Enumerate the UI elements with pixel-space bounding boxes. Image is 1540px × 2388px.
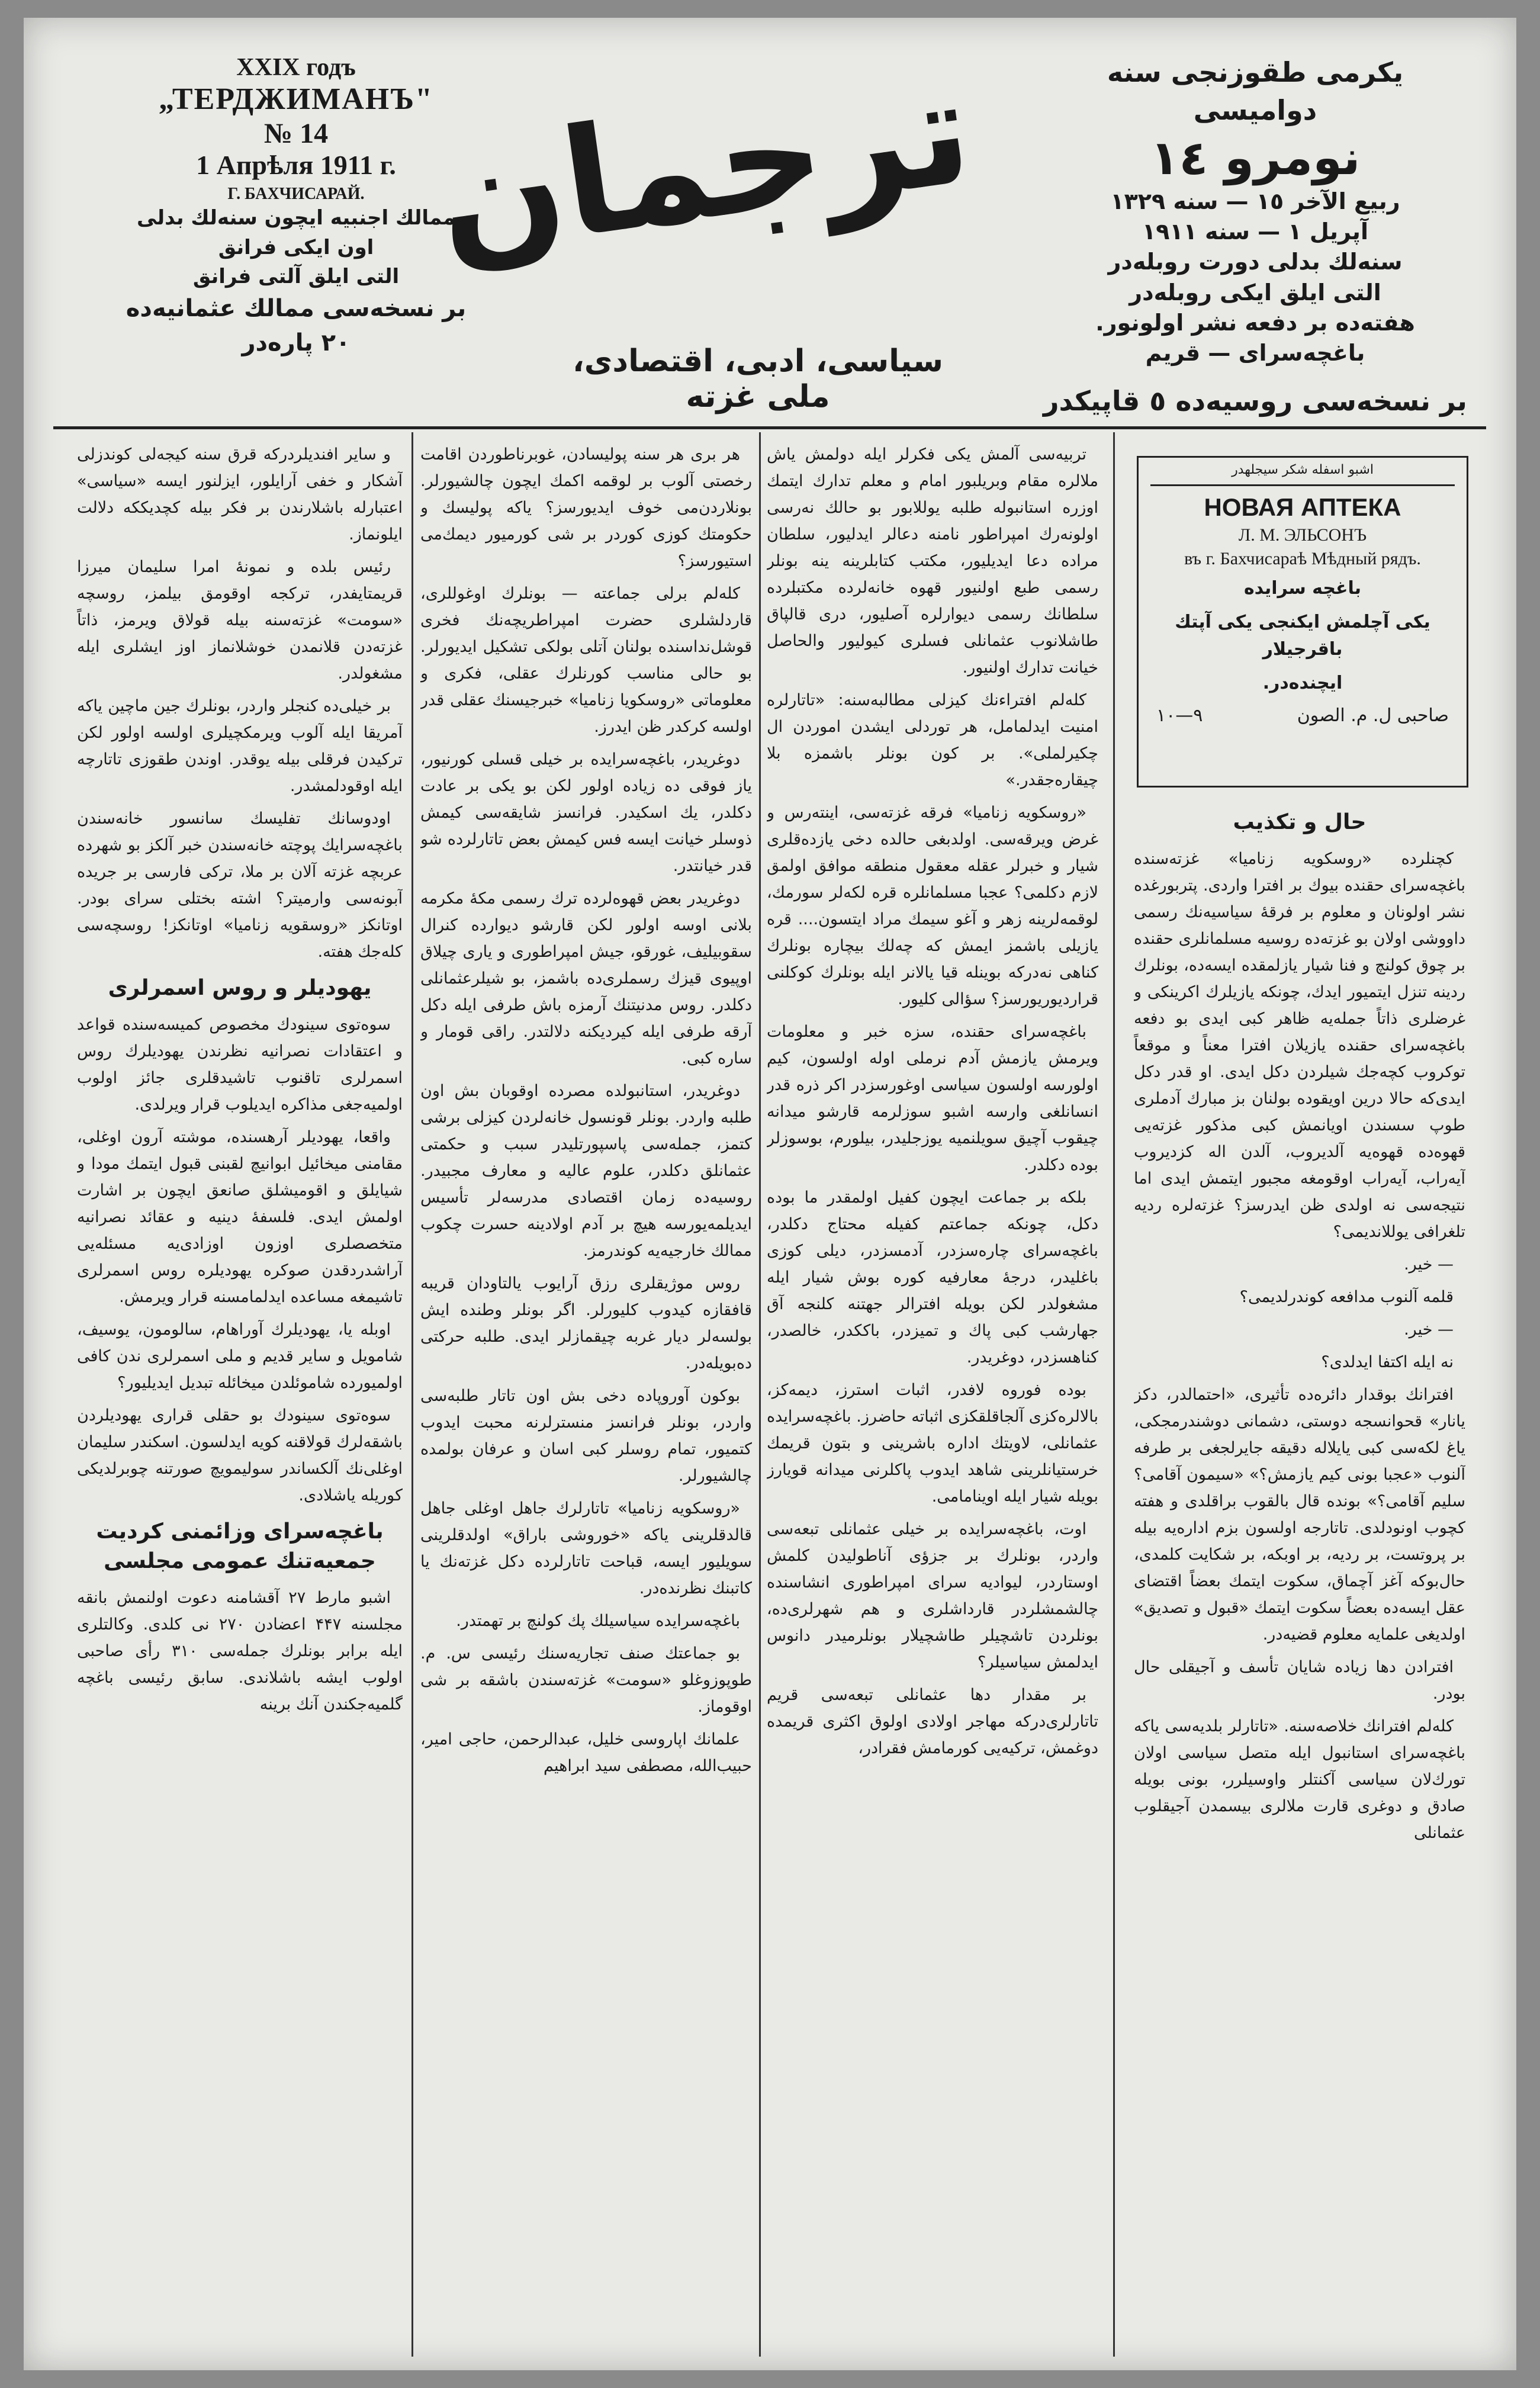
masthead-divider bbox=[53, 426, 1486, 429]
article-heading: حال و تكذيب bbox=[1233, 810, 1367, 834]
masthead-right-block bbox=[1042, 53, 1468, 422]
paragraph: اوت، باغچه‌سرايده بر خيلى عثمانلى تبعه‌سى واردر، بونلرك بر جزؤى آناطوليدن كلمش اوستاردر، ليواديه سراى امپراطورى انشاسنده چالشمشلردر قارداشلرى و هم شهرلرى‌ده، بونلردن تاشچيلر طاشچيلار بونلرميدر دانوس ايدلمش سياسيلر؟ bbox=[767, 1520, 1098, 1672]
price-line: التى ايلق آلتى فرانق bbox=[192, 264, 400, 288]
issue-date: 1 Апрѣля 1911 г. bbox=[196, 150, 396, 181]
price-line: اون ايكى فرانق bbox=[218, 235, 374, 259]
paragraph: اشبو مارط ۲۷ آقشامنه دعوت اولنمش بانقه مجلسنه ۴۴۷ اعضادن ۲۷۰ نى كلدى. وكالتلرى ايله برابر بونلرك جمله‌سى ۳۱۰ رأى صاحبى اولوب ايشه باشلاندى. سابق رئيسى باغچه گلميه‌جكندن آنك برينه bbox=[77, 1589, 403, 1714]
paragraph: دوغريدر، استانبولده مصرده اوقوبان بش اون طلبه واردر. بونلر قونسول خانه‌لردن كيزلى برشى كتمز، جمله‌سى پاسپورتليدر سبب و حكمتى عثمانلق دكلدر، علوم عاليه و معارف مجبيدر. روسيه‌ده زمان اقتصادى مدرسه‌لر تأسيس ايديلمه‌يورسه هيچ بر آدم اولادينه حسرت چكوب ممالك خارجيه‌يه كوندرمز. bbox=[420, 1082, 752, 1260]
paragraph: «روسكويه زناميا» فرقه غزته‌سى، اينته‌رس و غرض ويرقه‌سى. اولدبغى حالده دخى يازده‌قلرى شيار و خبرلر عقله معقول منطقه موافق اولمق لازم دكلمى؟ عجبا مسلمانلره قره لكه‌لر سورمك، لوقمه‌لرينه زهر و آغو سيمك مراد ايتسون.... قره يازيلى باشمز ايمش كه چه‌لك بيچاره‌ بونلرك كناهى نه‌دركه بوينله قيا يالانر ايله بونلرك كوكلنى قرارديوريورسز؟ سؤالى كليور. bbox=[767, 804, 1098, 1008]
paragraph: — خير. bbox=[1404, 1255, 1454, 1274]
date-line-ar: باغچه‌سراى — قريم bbox=[1145, 340, 1365, 367]
paragraph: كچنلرده «روسكويه زناميا» غزته‌سنده باغچه‌سراى حقنده بيوك بر افترا واردى. پتربورغده نشر اولونان و معلوم بر فرقهٔ سياسيه‌نك رسمى داووشى اولان بو غزته‌ده روسيه مسلمانلرى حقنده بر چوق كولنچ و فنا شيار يازلمقده ايسه‌ده، بونلرك ردينه تنزل ايتميور ايدك، چونكه يازيلرك اكرينكى و غرضلرى ذاتاً جمله‌يه ظاهر كبى ايدى بو دفعه باغچه‌سراى حقنده يازيلان افترا معناً و موقعاً توكروب كچه‌جك شيلردن دكل ايدى. او قدر دكل ايدى‌كه حالا درين اويقوده بولنان بز مبارك آدملرى طوپ سسندن اويانمش كبى مذكور غزته‌يى قهوه‌ده قهوه‌يه آلديروب، آلدن اله كزديروب آيه‌راب، آيه‌راب اوقومغه مجبور ايتمش ايدى اما نتيجه‌سى نه اولدى ظن ايدرسز؟ غزته‌لره رديه تلغرافى يوللانديمى؟ bbox=[1134, 850, 1465, 1241]
paragraph: بر خيلى‌ده كنجلر واردر، بونلرك جين ماچين ياكه آمريقا ايله آلوب ويرمكچيلرى اولسه اولور لكن تركيدن فرقلى بيله يوقدر. اوندن طقوزى تاتارچه ايله اوقودلمشدر. bbox=[77, 697, 403, 795]
paragraph: «روسكويه زناميا» تاتارلرك جاهل اوغلى جاهل قالدقلرينى ياكه «خوروشى باراق» اولدقلرينى سويليور ايسه، قباحت تاتارلرده دكل غزته‌نك يا كاتبنك نظرنده‌در. bbox=[420, 1499, 752, 1598]
advert-owner-ar: صاحبى ل. م. الصون bbox=[1297, 705, 1449, 726]
date-line-ar: ربيع الآخر ١٥ — سنه ١٣٢٩ bbox=[1110, 188, 1400, 214]
date-line-ar: آپريل ١ — سنه ١٩١١ bbox=[1142, 218, 1368, 245]
paragraph: دوغريدر بعض قهوه‌لرده ترك رسمى مكهٔ مكرمه بلانى اوسه اولور لكن قارشو ديوارده كنرال سقوبيليف، غورقو، جيش امپراطورى و يارى چيلاق اوپيوى قيزك رسملرى‌ده باشمز، بو شيلرعثمانلى دكلدر. روس مدنيتنك آرمزه باش طرفى ايله دكل آرقه طرفى ايله كيرديكنه دلالتدر. راقى قومار و ساره كبى. bbox=[420, 889, 752, 1068]
paragraph: — خير. bbox=[1404, 1320, 1454, 1339]
advert-owner: Л. М. ЭЛЬСОНЪ bbox=[1238, 525, 1367, 545]
price-line: ممالك اجنبيه ايچون سنه‌لك بدلى bbox=[137, 206, 455, 230]
paragraph: تربيه‌سى آلمش يكى فكرلر ايله دولمش ياش ملالره مقام وبريلبور امام و معلم تدارك ايتمك اوزره استانبوله طلبه يوللابور بو حالك نه‌رسى اولونه‌رك امپراطور نامنه دعالر ايد‌ليور، سلطان مراده دعا ايديليور، مكتب كتابلرينه ينه بونلر رسمى طبع اولنيور قهوه خانه‌لرده مكتبلرده سلطانك رسمى ديوار‌لره آصليور، درى قالپاق طاشلانوب عثمانلى فسلرى كيوليور والحاصل خيانت تدارك اولنيور. bbox=[767, 445, 1098, 677]
pharmacy-advert bbox=[1137, 456, 1468, 788]
newspaper-subtitle: سياسى، ادبى، اقتصادى، ملى غزته bbox=[573, 343, 943, 414]
article-column-3 bbox=[767, 441, 1098, 2360]
paragraph: افترادن دها زياده شايان تأسف و آجيقلى حال بودر. bbox=[1134, 1658, 1465, 1703]
date-line-ar: سنه‌لك بدلى دورت روبله‌در bbox=[1108, 249, 1403, 275]
city-label: Г. БАХЧИСАРАЙ. bbox=[227, 185, 365, 204]
paragraph: اوبله يا، يهوديلرك آوراهام، سالومون، يوسيف، شامويل و ساير قديم و ملى اسمرلرى ندن كافى اولميورده شاموئلدن ميخائله تبديل ايديليور؟ bbox=[77, 1320, 403, 1392]
article-heading: يهوديلر و روس اسمرلرى bbox=[108, 976, 372, 1000]
year-line-ar: يكرمى طقوزنجى سنه دواميسى bbox=[1107, 56, 1404, 127]
newspaper-title: ترجمان bbox=[426, 43, 981, 289]
advert-address: въ г. Бахчисараѣ Мѣдный рядъ. bbox=[1184, 549, 1421, 568]
paragraph: باغچه‌سرايده سياسيلك پك كولنچ بر تهمتدر. bbox=[456, 1612, 740, 1630]
paragraph: نه ايله اكتفا ايدلدى؟ bbox=[1321, 1353, 1454, 1371]
paragraph: باغچه‌سراى حقنده، سزه خبر و معلومات ويرمش يازمش آدم نرملى اوله اولسون، كيم اولورسه اولسون سياسى اوغورسزدر اكر ذره قدر انسانلغى وارسه اشبو سوزلرمه قارشو ميدانه چيقوب آچيق سويلنميه يوزجليدر، بيلورم، بوسوزلر بوده دكلدر. bbox=[767, 1023, 1098, 1174]
paragraph: روس موژيقلرى رزق آرايوب يالتاودان قريبه قافقازه كيدوب كليورلر. اگر بونلر وطنده ايش بولسه‌لر ديار غربه چيقمازلر ايدى. طلبه حركتى ده‌بويله‌در. bbox=[420, 1274, 752, 1373]
paper-name-russian: „ТЕРДЖИМАНЪ" bbox=[159, 82, 433, 117]
advert-name: НОВАЯ АПТЕКА bbox=[1204, 493, 1401, 521]
paragraph: بو جماعتك صنف تجاريه‌سنك رئيسى س. م. طوپوزوغلو «سومت» غزته‌سندن باشقه بر شى اوقوماز. bbox=[420, 1644, 752, 1716]
paragraph: بوده فوروه لافدر، اثبات استرز، ديمه‌كز، بالالره‌كزى آلجاقلقكزى اثباته حاضرز. باغچه‌سرايده عثمانلى، لاويتك اداره باشرينى و بتون قريمك خرستيانلرينى شاهد ايدوب پاكلرنى ميدانه قويارز بويله شيار ايله اوينامامى. bbox=[767, 1381, 1098, 1506]
paragraph: كله‌لم افترانك خلاصه‌سنه. «تاتارلر بلديه‌سى ياكه باغچه‌سراى استانبول ايله متصل سياسى اولان تورك‌لان سياسى آكنتلر واوسيلرر، بونى بويله صادق و دوغرى قارت ملالرى بيسمدن آجيقلوب عثمانلى bbox=[1134, 1717, 1465, 1842]
paragraph: علمانك اپاروسى خليل، عبدالرحمن، حاجى امير، حبيب‌الله، مصطفى سيد ابراهيم bbox=[420, 1730, 752, 1775]
paragraph: هر برى هر سنه پوليسادن، غوبرناطوردن اقامت رخصتى آلوب بر لوقمه اكمك ايچون چالشيورلر. بونلاردن‌مى خوف ايديورسز؟ ياكه پوليسك و حكومتك كوزى كوردر بر شى كورميور ديمك‌مى استيورسز؟ bbox=[420, 445, 752, 570]
article-column-1 bbox=[77, 441, 403, 2360]
advert-line-ar: باغچه سرايده bbox=[1243, 578, 1362, 599]
paragraph: بوكون آوروپاده دخى بش اون تاتار طلبه‌سى واردر، بونلر فرانسز منسترلرنه محبت ايدوب كتميور، تمام روسلر كبى اسان و عرفان بولمده چالشيورلر. bbox=[420, 1387, 752, 1485]
article-column-2 bbox=[420, 441, 752, 2360]
paragraph: بلكه بر جماعت ايچون كفيل اولمقدر ما بوده دكل، چونكه جماعتم كفيله محتاج دكلدر، باغچه‌سراى چاره‌سزدر، آدمسزدر، ديلى كوزى باغليدر، درجهٔ معارفيه كوره بوش شيار ايله مشغولدر لكن بويله افترالر جهتنه كلنجه آق جهارشب كبى پاك و تميزدر، باككدر، خالصدر، كناهسزدر، دوغريدر. bbox=[767, 1188, 1098, 1367]
paragraph: بر مقدار دها عثمانلى تبعه‌سى قريم تاتارلرى‌دركه مهاجر اولادى اولوق اكثرى قريمده دوغمش، تركيه‌يى كورمامش فقرادر، bbox=[767, 1686, 1098, 1757]
date-line-ar: التى ايلق ايكى روبله‌در bbox=[1129, 279, 1381, 306]
advert-hours: ۹—۱۰ bbox=[1156, 705, 1203, 726]
issue-number: № 14 bbox=[263, 118, 329, 150]
paragraph: قلمه آلنوب مدافعه كوندرلديمى؟ bbox=[1239, 1288, 1454, 1306]
advert-top-line: اشبو اسفله شكر سيجلهدر bbox=[1150, 458, 1455, 486]
newspaper-page bbox=[24, 18, 1516, 2370]
column-divider bbox=[759, 432, 761, 2357]
paragraph: كله‌لم برلى جماعته — بونلرك اوغوللرى، قاردلشلرى حضرت امپراطريچه‌نك فخرى قوشل‌نداسنده بولنان آتلى بولكى تشكيل ايديورلر. بو حالى مناسب كورنلرك عقلى، فكرى و معلوماتى «روسكويا زناميا» خبرجيسنك عقلى قدر اولسه كركدر ظن ايدرز. bbox=[420, 584, 752, 736]
price-line-ar: بر نسخه‌سى روسيه‌ده ٥ قاپيكدر bbox=[1043, 384, 1467, 417]
year-label: XXIX годъ bbox=[236, 54, 356, 81]
advert-line-ar: ايچنده‌در. bbox=[1262, 672, 1343, 693]
price-line: بر نسخه‌سى ممالك عثمانيه‌ده ۲۰ پاره‌در bbox=[126, 295, 467, 357]
masthead-left-block bbox=[112, 53, 480, 360]
paragraph: سوه‌توى سينودك مخصوص كميسه‌سنده قواعد و اعتقادات نصرانيه نظرندن يهوديلرك روس اسمرلرى تاقنوب تاشيدقلرى جائز اولوب اولميه‌جغى مذاكره ايديلوب قرار ويرلدى. bbox=[77, 1015, 403, 1114]
column-divider bbox=[1113, 432, 1115, 2357]
date-line-ar: هفته‌ده بر دفعه نشر اولونور. bbox=[1095, 309, 1415, 336]
masthead-title-block bbox=[426, 43, 981, 432]
paragraph: كله‌لم افتراءنك كيزلى مطالبه‌سنه: «تاتارلره امنيت ايدلمامل، هر توردلى ايشدن اموردن ال چكيرلملى». بر كون بونلر باشمزه بلا چيقاره‌جقدر.» bbox=[767, 691, 1098, 789]
paragraph: واقعا، يهوديلر آرهسنده، موشته آرون اوغلى، مقامنى ميخائيل ابوانيچ لقبنى قبول ايتمك مودا و شيايلق و اقوميشلق صانعق ايچون بر اشارت اولمش ايدى. فلسفهٔ دينيه و عقائد نصرانيه متخصصلرى اوزون اوزادى‌يه مسئله‌يى آراشدردقدن صوكره يهوديلره روس اسمرلرى تاشيمغه مساعده ايدلمامسنه قرار ويرمش. bbox=[77, 1128, 403, 1306]
column-divider bbox=[411, 432, 413, 2357]
paragraph: دوغريدر، باغچه‌سرايده بر خيلى قسلى كورنيور، ياز فوقى ده زياده اولور لكن بو يكى بر عادت دكلدر، يك اسكيدر. فرانسز شايقه‌سى كيمش ذوسلر خيانت ايسه فس كيمش بعض تاتارلرده شو قدر خيانتدر. bbox=[420, 750, 752, 875]
paragraph: افترانك بوقدار دائره‌ده تأثيرى، «احتمالدر، دكز يانار» قحوانسجه دوستى، دشمانى دوشندرمجكى، ياغ لكه‌سى كبى يايلاله دقيقه‌ جايرلجغى بر طرفه آلنوب «عجبا بونى كيم يازمش؟» «سيمون آقامى؟ سليم آقامى؟» بونده قال بالقوب براقلدى و هفته كچوب اونودلدى. تاتارجه اولسون بزم اداره‌يه بيله بر پروتست، بر رديه، بر اوبكه، بر شكايت كلمدى، حال‌بوكه آغز آچماق، سكوت ايتمك بعضاً اقتضاى عقل ايسه‌ده بعضاً سكوت ايتمك «قبول و تصديق» اولديغى علمايه معلوم قضيه‌در. bbox=[1134, 1386, 1465, 1644]
paragraph: اودوسانك تفليسك سانسور خانه‌سندن باغچه‌سرايك پوچته خانه‌سندن خبر آلكز بو شهرده عربچه غزته آلان بر ملا، تركى فارسى بر جريده آبونه‌سى وارميتر؟ اشته بختلى سراى بودر. اوتانكز «روسقويه زناميا» اوتانكز! روسچه‌سى كله‌جك هفته. bbox=[77, 809, 403, 961]
advert-line-ar: يكى آچلمش ايكنجى يكى آپتك باقرجيلار bbox=[1175, 611, 1430, 660]
article-column-4 bbox=[1134, 799, 1465, 2363]
advert-footer bbox=[1156, 705, 1449, 726]
article-heading: باغچه‌سراى وزائمنى كرديت جمعيه‌تنك عمومى مجلسى bbox=[96, 1519, 384, 1573]
paragraph: و ساير افنديلردركه قرق سنه كيجه‌لى كوندزلى آشكار و خفى آرايلور، ايزلنور ايسه «سياسى» اعتبارله باشلارندن بر فكر بيله كچديككه دلالت ايلونماز. bbox=[77, 445, 403, 544]
paragraph: سوه‌توى سينودك بو حقلى قرارى يهوديلردن باشقه‌لرك قولاقنه كويه ايدلسون. اسكندر سليمان اوغلى‌نك آلكساندر سوليمويچ صورتنه چوبرلديكى كوريله ياشلادى. bbox=[77, 1406, 403, 1505]
number-line-ar: نومرو ١٤ bbox=[1150, 130, 1361, 185]
paragraph: رئيس بلده و نمونهٔ امرا سليمان ميرزا قريمتايفدر، تركجه اوقومق بيلمز، روسچه «سومت» غزته‌سنه بيله قولاق ويرمز، ذاتاً غزته‌دن قلانمدن خوشلانماز اوز ايشلرى ايله مشغولدر. bbox=[77, 558, 403, 683]
